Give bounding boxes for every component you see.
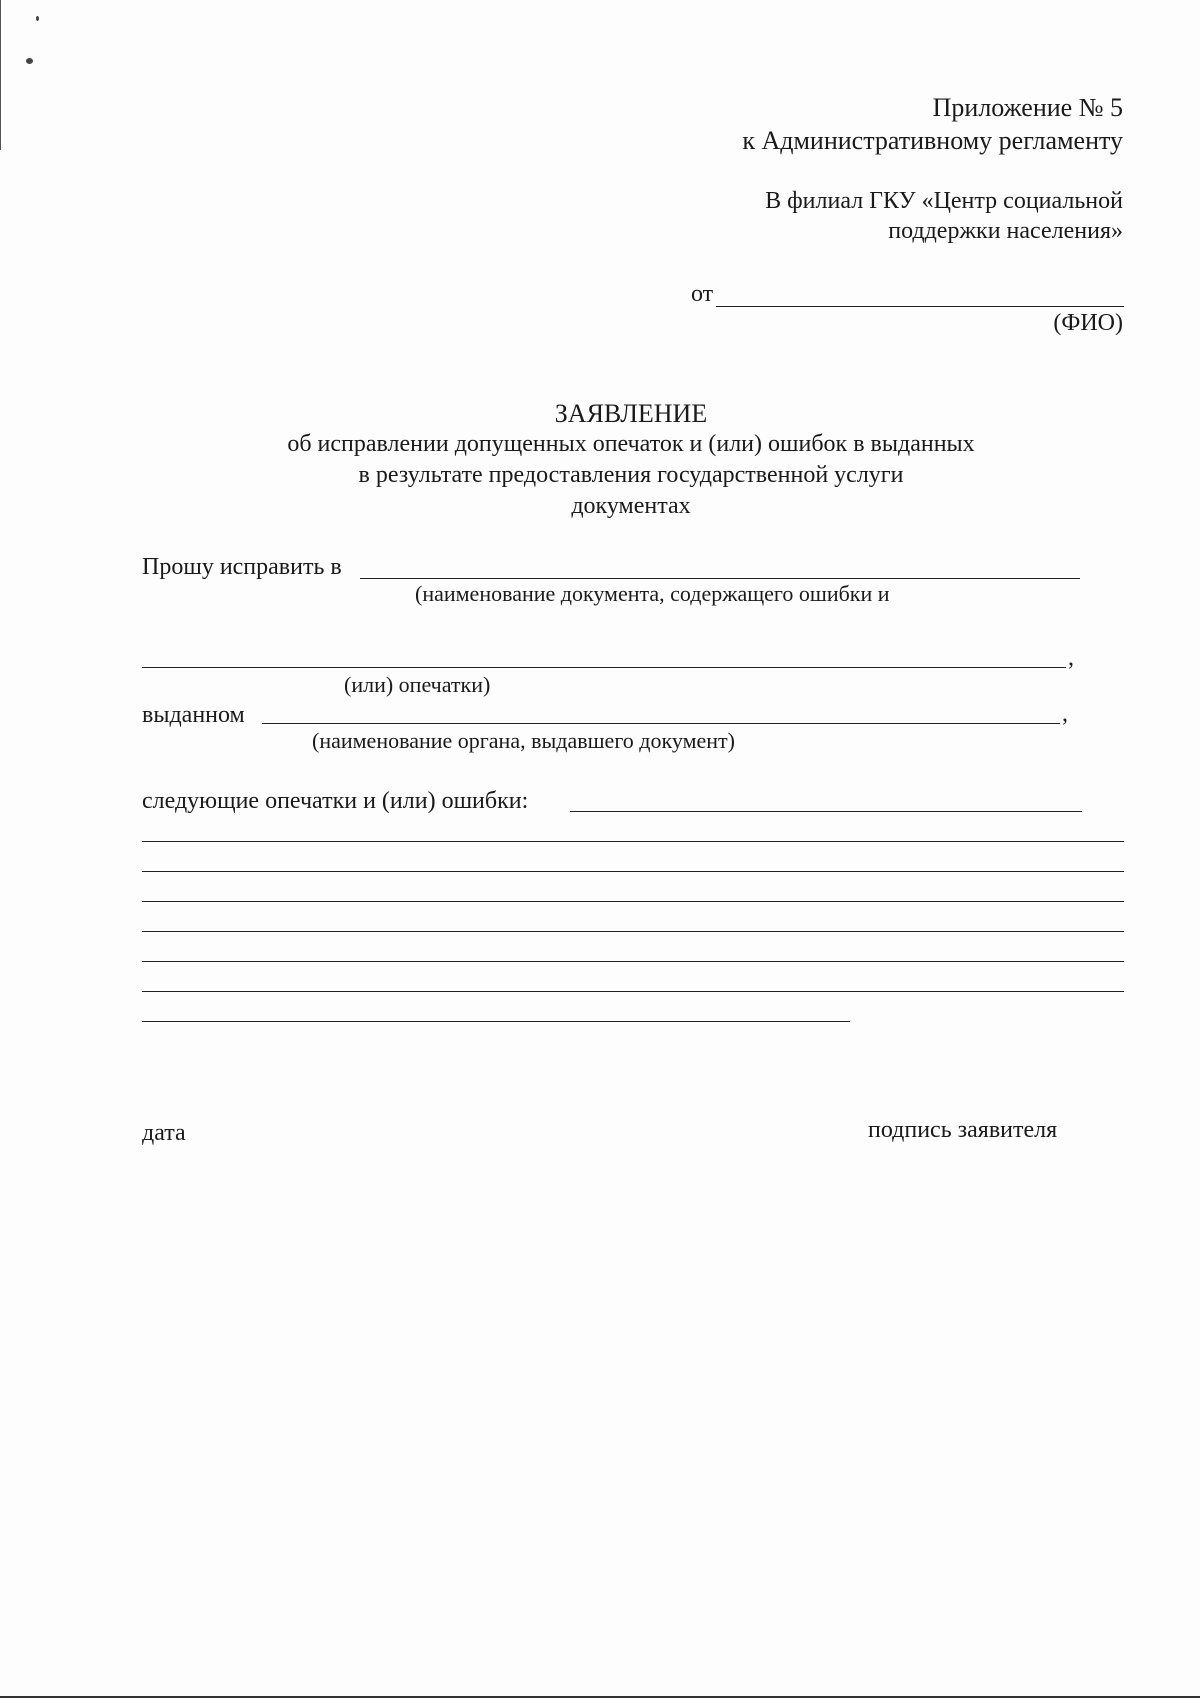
errors-field-line-5[interactable] [142, 931, 1124, 932]
errors-label: следующие опечатки и (или) ошибки: [142, 788, 529, 814]
errors-field-line-7[interactable] [142, 991, 1124, 992]
title-subtitle-line-3: документах [571, 493, 691, 519]
scan-speck [36, 16, 39, 21]
appendix-number: Приложение № 5 [932, 93, 1123, 122]
from-label: от [691, 281, 714, 307]
recipient-line-1: В филиал ГКУ «Центр социальной [765, 188, 1123, 214]
issuer-caption: (наименование органа, выдавшего документ) [312, 728, 735, 753]
errors-field-line-3[interactable] [142, 871, 1124, 872]
issued-label: выданном [142, 702, 245, 728]
title-subtitle-line-1: об исправлении допущенных опечаток и (или) ошибок в выданных [287, 431, 975, 457]
fio-caption: (ФИО) [1053, 310, 1123, 336]
issuer-field-line[interactable] [262, 723, 1060, 724]
errors-field-line-8[interactable] [142, 1021, 850, 1022]
errors-field-line-4[interactable] [142, 901, 1124, 902]
date-label: дата [142, 1120, 186, 1146]
errors-field-line-2[interactable] [142, 841, 1124, 842]
comma-2: , [1062, 701, 1068, 727]
scan-edge-left [0, 0, 1, 150]
fio-field-line[interactable] [716, 306, 1124, 307]
comma-1: , [1068, 645, 1074, 671]
document-name-caption-continued: (или) опечатки) [344, 672, 491, 697]
document-name-caption: (наименование документа, содержащего ошибки и [415, 581, 890, 606]
document-title: ЗАЯВЛЕНИЕ [554, 399, 708, 428]
errors-field-line-6[interactable] [142, 961, 1124, 962]
scan-speck [26, 58, 33, 64]
signature-label: подпись заявителя [868, 1117, 1058, 1143]
errors-field-line-1[interactable] [570, 811, 1082, 812]
title-subtitle-line-2: в результате предоставления государственной услуги [358, 462, 904, 488]
appendix-reference: к Административному регламенту [742, 126, 1123, 155]
document-name-field-line-2[interactable] [142, 667, 1066, 668]
document-name-field-line[interactable] [360, 578, 1080, 579]
recipient-line-2: поддержки населения» [888, 218, 1123, 244]
request-label: Прошу исправить в [142, 554, 342, 580]
